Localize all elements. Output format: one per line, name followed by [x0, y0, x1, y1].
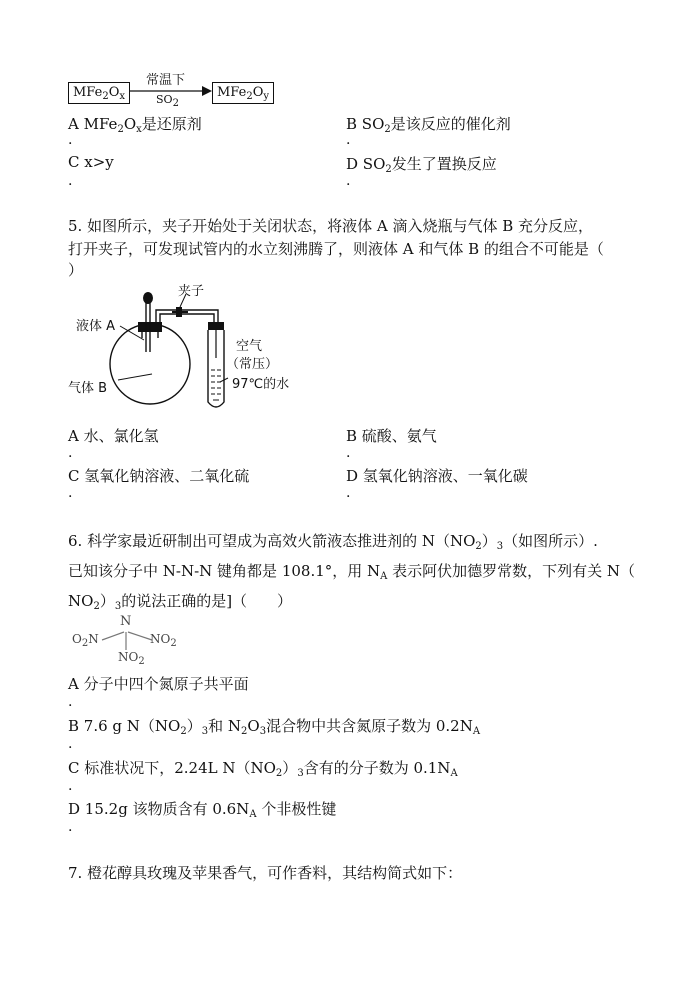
q5-option-b: B 硫酸、氨气 — [346, 427, 437, 445]
q5-option-a: A 水、氯化氢 — [68, 427, 159, 445]
q7-stem-line1: 7. 橙花醇具玫瑰及苹果香气，可作香料，其结构简式如下： — [68, 864, 463, 882]
q6-option-b: B 7.6 g $N(NO_2)_3$和 $N_2O_3$混合物中共含氮原子数为 $0.2N_A$ — [68, 717, 481, 737]
q6-option-a: A 分子中四个氮原子共平面 — [68, 675, 249, 693]
q4-option-d: D $SO_2$发生了置换反应 — [346, 155, 497, 175]
label-clamp: 夹子 — [178, 284, 205, 299]
structure-left-group: $O_2N$ — [72, 632, 99, 649]
test-tube-stopper — [208, 322, 224, 330]
q5-stem-line2: 打开夹子，可发现试管内的水立刻沸腾了，则液体 A 和气体 B 的组合不可能是（ — [68, 240, 604, 258]
q4-option-a: A $MFe_2O_x$是还原剂 — [68, 115, 202, 135]
label-liquid-a: 液体 A — [76, 319, 116, 334]
reaction-condition-top: 常温下 — [146, 73, 186, 88]
q5-stem-line1: 5. 如图所示，夹子开始处于关闭状态，将液体 A 滴入烧瓶与气体 B 充分反应， — [68, 217, 594, 235]
apparatus-figure — [68, 278, 308, 418]
reactant-box: $MFe_2O_x$ — [68, 82, 130, 104]
q4-option-c: C x>y — [68, 153, 114, 171]
q5-option-c: C 氢氧化钠溶液、二氧化硫 — [68, 467, 250, 485]
dropper-bulb — [143, 292, 153, 304]
q6-option-d: D 15.2g 该物质含有 $0.6N_A$ 个非极性键 — [68, 800, 337, 820]
q6-stem-line1: 6. 科学家最近研制出可望成为高效火箭液态推进剂的 $N(NO_2)_3$（如图所示）. — [68, 532, 598, 552]
q4-option-b: B $SO_2$是该反应的催化剂 — [346, 115, 511, 135]
label-air: 空气 — [236, 339, 263, 354]
q6-option-c: C 标准状况下，2.24L $N(NO_2)_3$含有的分子数为 $0.1N_A$ — [68, 759, 458, 779]
label-water: 97℃的水 — [232, 377, 290, 392]
q5-stem-line3: ） — [68, 261, 84, 279]
reaction-arrow — [130, 84, 212, 98]
structure-bottom-group: $NO_2$ — [118, 650, 145, 667]
product-box: $MFe_2O_y$ — [212, 82, 274, 104]
q6-stem-line3: $NO_2)_3$的说法正确的是]（ ） — [68, 592, 293, 612]
label-pressure: （常压） — [226, 357, 279, 372]
structure-right-group: $NO_2$ — [150, 632, 177, 649]
structure-center-n: N — [120, 614, 132, 629]
q6-stem-line2: 已知该分子中 N-N-N 键角都是 108.1°，用 $N_A$ 表示阿伏加德罗常数，下列有关 N（ — [68, 562, 636, 582]
reaction-condition-bottom: $SO_2$ — [156, 93, 179, 109]
q5-option-d: D 氢氧化钠溶液、一氧化碳 — [346, 467, 528, 485]
label-gas-b: 气体 B — [68, 381, 108, 396]
